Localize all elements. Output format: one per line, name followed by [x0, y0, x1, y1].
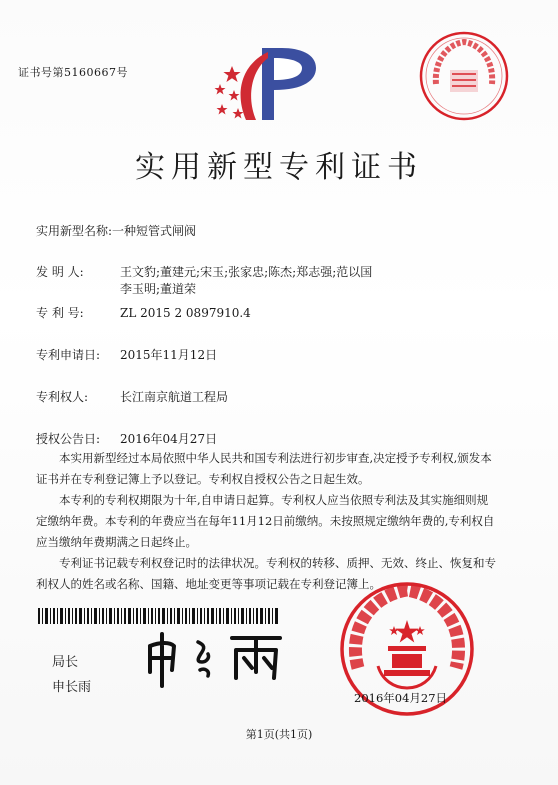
certificate-title: 实用新型专利证书 [135, 150, 423, 185]
filing-date-label: 专利申请日: [36, 348, 101, 362]
utility-model-name-row [36, 222, 196, 239]
issue-date: 2016年04月27日 [354, 691, 448, 705]
inventor-value-line2: 李玉明;董道荣 [120, 282, 197, 296]
filing-date-row [36, 346, 217, 363]
utility-model-name-value: 一种短管式闸阀 [112, 224, 197, 238]
patentee-row [36, 388, 228, 405]
filing-date-value: 2015年11月12日 [120, 348, 218, 362]
director-name: 申长雨 [52, 680, 92, 695]
patent-number-value: ZL 2015 2 0897910.4 [120, 306, 251, 320]
page-footer: 第1页(共1页) [245, 728, 313, 741]
certificate-number: 证书号第5160667号 [18, 66, 128, 79]
director-title: 局长 [52, 655, 79, 670]
barcode-icon [38, 608, 278, 624]
patentee-value: 长江南京航道工程局 [120, 390, 229, 404]
agency-tax-seal-icon [418, 30, 510, 122]
inventor-row [36, 263, 372, 280]
inventor-value-line1: 王文豹;董建元;宋玉;张家忠;陈杰;郑志强;范以国 [120, 265, 373, 279]
body-paragraph: 专利证书记载专利权登记时的法律状况。专利权的转移、质押、无效、终止、恢复和专利权人的姓名或名称、国籍、地址变更等事项记载在专利登记簿上。 [36, 556, 496, 591]
patent-office-emblem-icon [212, 44, 322, 124]
inventor-label: 发 明 人: [36, 265, 84, 279]
patent-number-row [36, 304, 251, 321]
director-signature-icon [140, 628, 290, 688]
grant-date-row [36, 430, 217, 447]
body-paragraph: 本专利的专利权期限为十年,自申请日起算。专利权人应当依照专利法及其实施细则规定缴纳年费。本专利的年费应当在每年11月12日前缴纳。未按照规定缴纳年费的,专利权自应当缴纳年费期满之日起终止。 [36, 493, 495, 549]
grant-date-value: 2016年04月27日 [120, 432, 218, 446]
certificate-body-text [36, 448, 496, 595]
body-paragraph: 本实用新型经过本局依照中华人民共和国专利法进行初步审查,决定授予专利权,颁发本证书并在专利登记簿上予以登记。专利权自授权公告之日起生效。 [36, 451, 492, 486]
grant-date-label: 授权公告日: [36, 432, 101, 446]
patent-number-label: 专 利 号: [36, 306, 84, 320]
utility-model-name-label: 实用新型名称: [36, 224, 113, 238]
patentee-label: 专利权人: [36, 390, 89, 404]
